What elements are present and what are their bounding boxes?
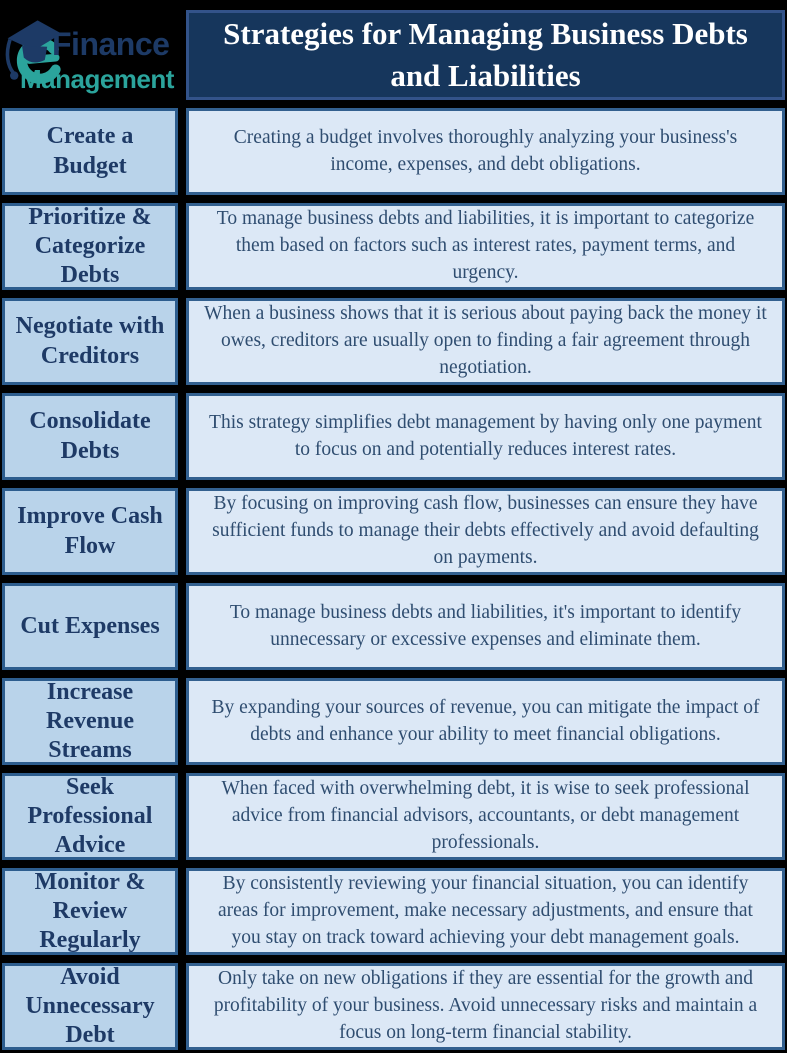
strategy-description-text: By consistently reviewing your financial situation, you can identify areas for improvement, make necessary adjustments, and ensure that you stay on track toward achieving your debt management goals.	[218, 873, 753, 948]
strategy-label	[2, 868, 178, 955]
strategy-label	[2, 203, 178, 290]
strategy-description	[186, 963, 785, 1050]
strategy-description-text: To manage business debts and liabilities, it's important to identify unnecessary or excessive expenses and eliminate them.	[229, 601, 742, 650]
strategy-label	[2, 678, 178, 765]
strategy-description-text: By expanding your sources of revenue, you can mitigate the impact of debts and enhance your ability to meet financial obligations.	[211, 696, 760, 745]
strategy-description	[186, 203, 785, 290]
strategy-description-text: When a business shows that it is serious about paying back the money it owes, creditors are usually open to finding a fair agreement through negotiation.	[204, 303, 767, 378]
strategy-label	[2, 298, 178, 385]
strategy-label-text: Monitor & Review Regularly	[34, 868, 146, 954]
strategy-label-text: Improve Cash Flow	[17, 503, 163, 559]
page-title	[186, 10, 785, 100]
strategy-label-text: Increase Revenue Streams	[46, 678, 134, 764]
strategy-description-text: When faced with overwhelming debt, it is wise to seek professional advice from financial advisors, accountants, or debt management professionals.	[221, 778, 750, 853]
strategy-label-text: Negotiate with Creditors	[15, 313, 165, 369]
logo-text-finance: Finance	[52, 26, 170, 62]
strategy-description-text: By focusing on improving cash flow, businesses can ensure they have sufficient funds to manage their debts effectively and avoid defaulting on payments.	[212, 493, 759, 568]
strategy-description	[186, 393, 785, 480]
strategy-label	[2, 488, 178, 575]
strategy-description	[186, 108, 785, 195]
strategy-label-text: Avoid Unnecessary Debt	[25, 963, 155, 1049]
strategy-description	[186, 298, 785, 385]
strategy-label-text: Seek Professional Advice	[27, 773, 153, 859]
strategy-description	[186, 678, 785, 765]
strategy-description-text: Creating a budget involves thoroughly analyzing your business's income, expenses, and debt obligations.	[233, 126, 738, 175]
strategy-label	[2, 393, 178, 480]
strategy-description	[186, 583, 785, 670]
strategy-label	[2, 583, 178, 670]
strategy-description-text: To manage business debts and liabilities, it is important to categorize them based on factors such as interest rates, payment terms, and urgency.	[216, 208, 755, 283]
strategy-description-text: Only take on new obligations if they are essential for the growth and profitability of your business. Avoid unnecessary risks and maintain a focus on long-term financial stability.	[213, 968, 758, 1043]
strategy-description	[186, 488, 785, 575]
strategy-label-text: Prioritize & Categorize Debts	[28, 203, 152, 289]
strategy-label-text: Create a Budget	[46, 123, 134, 179]
strategy-label	[2, 773, 178, 860]
strategy-description	[186, 773, 785, 860]
strategy-label-text: Consolidate Debts	[29, 408, 151, 464]
strategy-label-text: Cut Expenses	[20, 612, 160, 639]
logo	[2, 10, 178, 100]
logo-text-management: Management	[20, 64, 174, 94]
strategy-description	[186, 868, 785, 955]
page-title-text: Strategies for Managing Business Debts and Liabilities	[223, 16, 748, 93]
strategy-label	[2, 963, 178, 1050]
strategy-label	[2, 108, 178, 195]
strategy-description-text: This strategy simplifies debt management by having only one payment to focus on and potentially reduces interest rates.	[209, 411, 762, 460]
